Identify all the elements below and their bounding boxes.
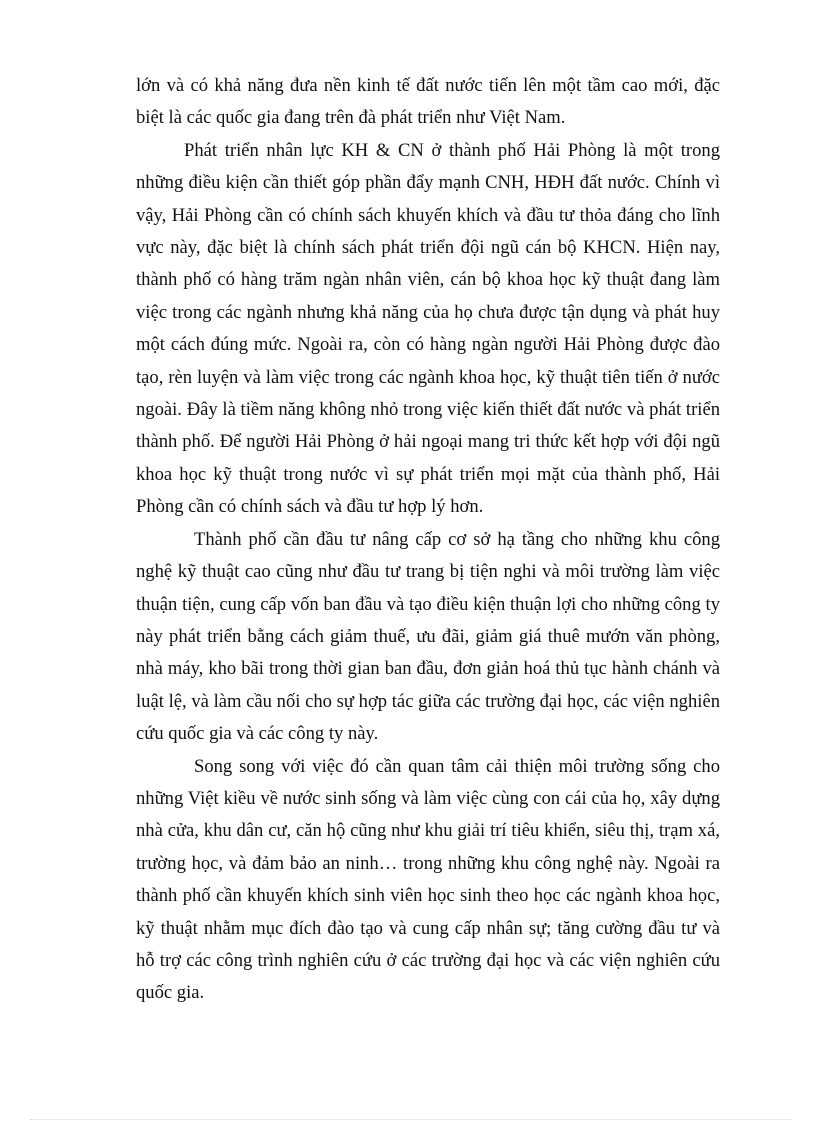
paragraph-continuation: lớn và có khả năng đưa nền kinh tế đất nước tiến lên một tầm cao mới, đặc biệt là các quốc gia đang trên đà phát triển như Việt Nam. [136, 75, 720, 129]
document-body [136, 70, 720, 1010]
page-bottom-divider [30, 1119, 792, 1120]
paragraph-hr-development: Phát triển nhân lực KH & CN ở thành phố Hải Phòng là một trong những điều kiện cần thiết góp phần đẩy mạnh CNH, HĐH đất nước. Chính vì vậy, Hải Phòng cần có chính sách khuyến khích và đầu tư thỏa đáng cho lĩnh vực này, đặc biệt là chính sách phát triển đội ngũ cán bộ KHCN. Hiện nay, thành phố có hàng trăm ngàn nhân viên, cán bộ khoa học kỹ thuật đang làm việc trong các ngành nhưng khả năng của họ chưa được tận dụng và phát huy một cách đúng mức. Ngoài ra, còn có hàng ngàn người Hải Phòng được đào tạo, rèn luyện và làm việc trong các ngành khoa học, kỹ thuật tiên tiến ở nước ngoài. Đây là tiềm năng không nhỏ trong việc kiến thiết đất nước và phát triển thành phố. Để người Hải Phòng ở hải ngoại mang tri thức kết hợp với đội ngũ khoa học kỹ thuật trong nước vì sự phát triển mọi mặt của thành phố, Hải Phòng cần có chính sách và đầu tư hợp lý hơn. [136, 139, 720, 518]
paragraph-infrastructure: Thành phố cần đầu tư nâng cấp cơ sở hạ tầng cho những khu công nghệ kỹ thuật cao cũng như đầu tư trang bị tiện nghi và môi trường làm việc thuận tiện, cung cấp vốn ban đầu và tạo điều kiện thuận lợi cho những công ty này phát triển bằng cách giảm thuế, ưu đãi, giảm giá thuê mướn văn phòng, nhà máy, kho bãi trong thời gian ban đầu, đơn giản hoá thủ tục hành chánh và luật lệ, và làm cầu nối cho sự hợp tác giữa các trường đại học, các viện nghiên cứu quốc gia và các công ty này. [136, 528, 720, 745]
paragraph-living-environment: Song song với việc đó cần quan tâm cải thiện môi trường sống cho những Việt kiều về nước sinh sống và làm việc cùng con cái của họ, xây dựng nhà cửa, khu dân cư, căn hộ cũng như khu giải trí tiêu khiển, siêu thị, trạm xá, trường học, và đảm bảo an ninh… trong những khu công nghệ này. Ngoài ra thành phố cần khuyến khích sinh viên học sinh theo học các ngành khoa học, kỹ thuật nhằm mục đích đào tạo và cung cấp nhân sự; tăng cường đầu tư và hỗ trợ các công trình nghiên cứu ở các trường đại học và các viện nghiên cứu quốc gia. [136, 755, 720, 1004]
